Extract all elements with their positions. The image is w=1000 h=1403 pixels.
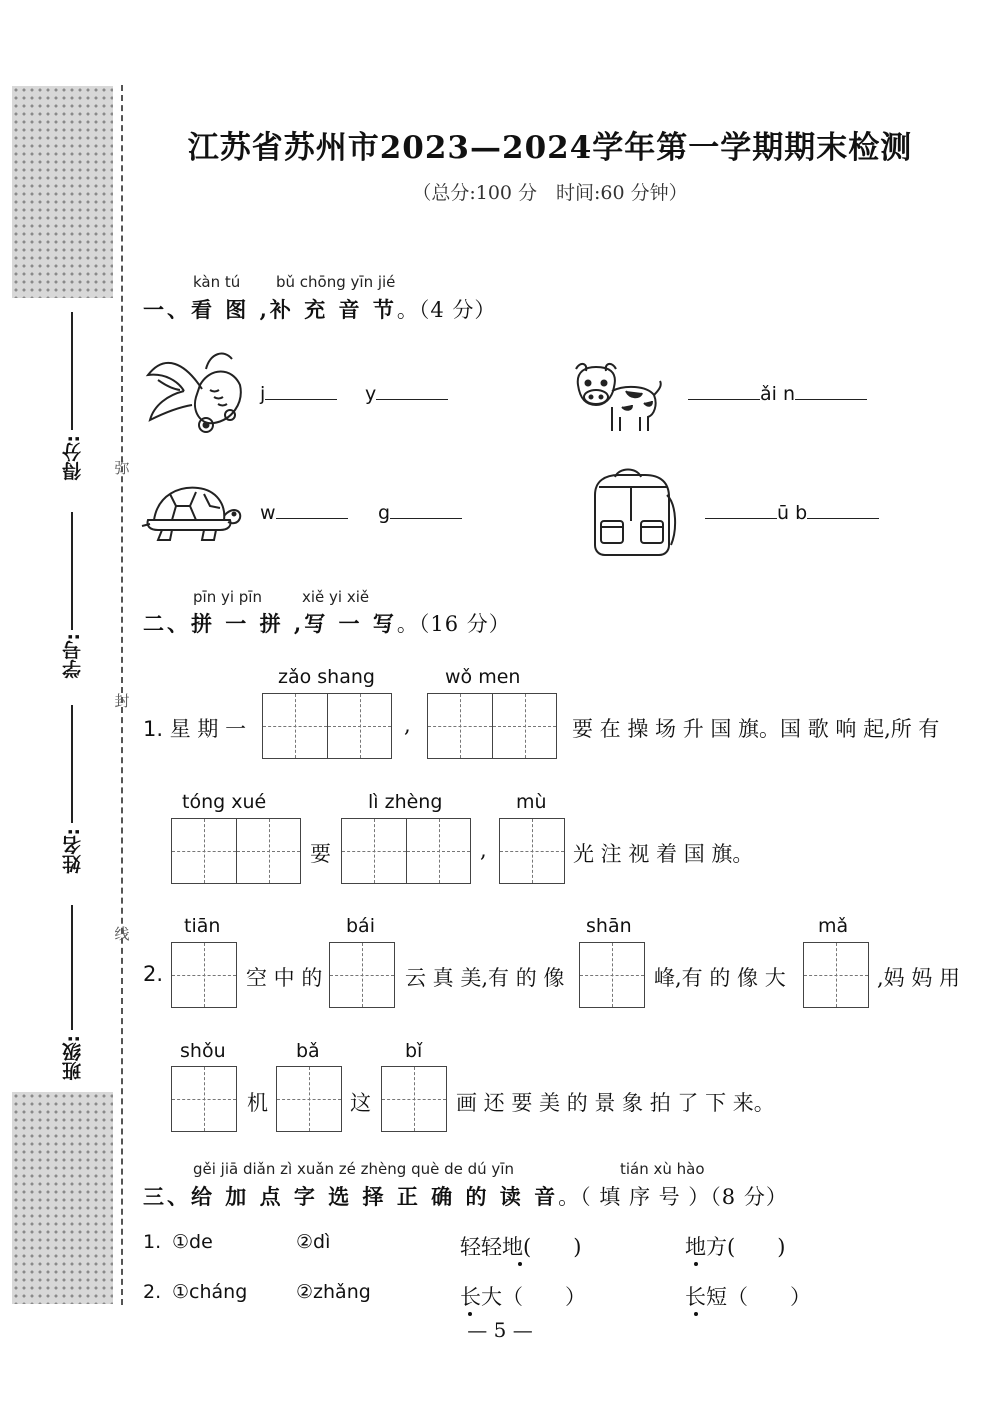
emphasis-dot bbox=[694, 1312, 698, 1316]
name-line bbox=[71, 705, 73, 823]
q1-lead: 1. 星 期 一 bbox=[143, 717, 247, 741]
id-line bbox=[71, 512, 73, 630]
backpack-icon bbox=[585, 465, 680, 560]
section3-pinyin-2: tián xù hào bbox=[620, 1160, 705, 1178]
q2-number: 2. bbox=[143, 962, 164, 986]
fish-syllable-1: j bbox=[260, 383, 337, 405]
section3-heading: 三、给 加 点 字 选 择 正 确 的 读 音。（ 填 序 号 ）（8 分） bbox=[143, 1184, 788, 1209]
emphasis-dot bbox=[468, 1312, 472, 1316]
q2-text-3: 峰,有 的 像 大 bbox=[654, 966, 786, 990]
s3-row1-number: 1. bbox=[143, 1231, 162, 1253]
emphasis-dot bbox=[518, 1262, 522, 1266]
answer-box-bi[interactable] bbox=[381, 1066, 447, 1132]
q2-pinyin-shan: shān bbox=[586, 915, 632, 937]
page-subtitle: （总分:100 分 时间:60 分钟） bbox=[412, 182, 688, 204]
page-number: — 5 — bbox=[467, 1318, 533, 1342]
id-label: 学号: bbox=[61, 633, 84, 679]
section2-pinyin-pin: pīn yi pīn bbox=[193, 588, 262, 606]
q1-pinyin-women: wǒ men bbox=[445, 666, 521, 688]
q2-text-5: 机 bbox=[247, 1091, 268, 1115]
turtle-syllable-2: g bbox=[378, 502, 462, 524]
q2-text-7: 画 还 要 美 的 景 象 拍 了 下 来。 bbox=[456, 1091, 775, 1115]
turtle-icon bbox=[140, 480, 245, 545]
goldfish-icon bbox=[140, 345, 250, 440]
q2-pinyin-bi: bǐ bbox=[405, 1040, 423, 1062]
answer-box-shan[interactable] bbox=[579, 942, 645, 1008]
q2-pinyin-tian: tiān bbox=[184, 915, 221, 937]
fish-syllable-2: y bbox=[365, 383, 448, 405]
s3-row2-word1[interactable]: 长大（ ） bbox=[460, 1285, 586, 1309]
seal-char-feng: 封 bbox=[114, 692, 130, 710]
section3-pinyin: gěi jiā diǎn zì xuǎn zé zhèng què de dú yīn bbox=[193, 1160, 514, 1178]
answer-box-ma[interactable] bbox=[803, 942, 869, 1008]
q2-pinyin-ma: mǎ bbox=[818, 915, 849, 937]
answer-box-zaoshang[interactable] bbox=[262, 693, 392, 759]
q2-text-2: 云 真 美,有 的 像 bbox=[405, 966, 565, 990]
q1-pinyin-mu: mù bbox=[516, 791, 547, 813]
section2-heading: 二、拼 一 拼 ,写 一 写。（16 分） bbox=[143, 611, 511, 636]
section1-heading: 一、看 图 ,补 充 音 节。（4 分） bbox=[143, 297, 497, 322]
q1-yao: 要 bbox=[310, 842, 331, 866]
q2-text-4: ,妈 妈 用 bbox=[877, 966, 961, 990]
id-field bbox=[52, 633, 92, 683]
score-field bbox=[52, 435, 92, 485]
answer-box-lizheng[interactable] bbox=[341, 818, 471, 884]
answer-box-shou[interactable] bbox=[171, 1066, 237, 1132]
score-line bbox=[71, 312, 73, 430]
s3-row1-word2[interactable]: 地方( ) bbox=[685, 1235, 786, 1259]
q1-pinyin-zaoshang: zǎo shang bbox=[278, 666, 375, 688]
q1-end-text: 光 注 视 着 国 旗。 bbox=[573, 842, 754, 866]
class-line bbox=[71, 905, 73, 1030]
answer-box-tongxue[interactable] bbox=[171, 818, 301, 884]
q2-text-6: 这 bbox=[350, 1091, 371, 1115]
cow-icon bbox=[568, 355, 668, 437]
name-field bbox=[52, 828, 92, 878]
q2-text-1: 空 中 的 bbox=[246, 966, 323, 990]
seal-char-mi: 弥 bbox=[114, 459, 130, 477]
cow-syllable: ǎi n bbox=[688, 383, 867, 405]
margin-pattern-bottom bbox=[12, 1092, 113, 1304]
s3-row2-word2[interactable]: 长短（ ） bbox=[685, 1285, 811, 1309]
s3-row2-number: 2. bbox=[143, 1281, 162, 1303]
answer-box-bai[interactable] bbox=[329, 942, 395, 1008]
q2-pinyin-bai: bái bbox=[346, 915, 375, 937]
q2-pinyin-shou: shǒu bbox=[180, 1040, 226, 1062]
q1-pinyin-lizheng: lì zhèng bbox=[368, 791, 443, 813]
q1-comma-2: , bbox=[480, 838, 487, 862]
q1-pinyin-tongxue: tóng xué bbox=[182, 791, 267, 813]
section1-pinyin-buchong: bǔ chōng yīn jié bbox=[276, 273, 396, 291]
answer-box-tian[interactable] bbox=[171, 942, 237, 1008]
backpack-syllable: ū b bbox=[705, 502, 879, 524]
section1-pinyin-kantu: kàn tú bbox=[193, 273, 241, 291]
q2-pinyin-ba: bǎ bbox=[296, 1040, 320, 1062]
margin-pattern-top bbox=[12, 86, 113, 298]
page-title: 江苏省苏州市2023—2024学年第一学期期末检测 bbox=[187, 130, 913, 166]
answer-box-ba[interactable] bbox=[276, 1066, 342, 1132]
class-field bbox=[52, 1035, 92, 1085]
seal-char-xian: 线 bbox=[114, 925, 130, 943]
s3-row1-word1[interactable]: 轻轻地( ) bbox=[460, 1235, 582, 1259]
score-label: 得分: bbox=[61, 435, 84, 481]
answer-box-women[interactable] bbox=[427, 693, 557, 759]
class-label: 班级: bbox=[61, 1035, 84, 1081]
answer-box-mu[interactable] bbox=[499, 818, 565, 884]
section2-pinyin-xie: xiě yi xiě bbox=[302, 588, 370, 606]
s3-row2-option2: ②zhǎng bbox=[296, 1281, 371, 1303]
name-label: 姓名: bbox=[61, 828, 84, 874]
s3-row1-option2: ②dì bbox=[296, 1231, 331, 1253]
turtle-syllable-1: w bbox=[260, 502, 348, 524]
s3-row2-option1: ①cháng bbox=[172, 1281, 248, 1303]
s3-row1-option1: ①de bbox=[172, 1231, 213, 1253]
q1-comma-1: , bbox=[404, 713, 411, 737]
q1-after-text: 要 在 操 场 升 国 旗。国 歌 响 起,所 有 bbox=[572, 717, 940, 741]
emphasis-dot bbox=[694, 1262, 698, 1266]
